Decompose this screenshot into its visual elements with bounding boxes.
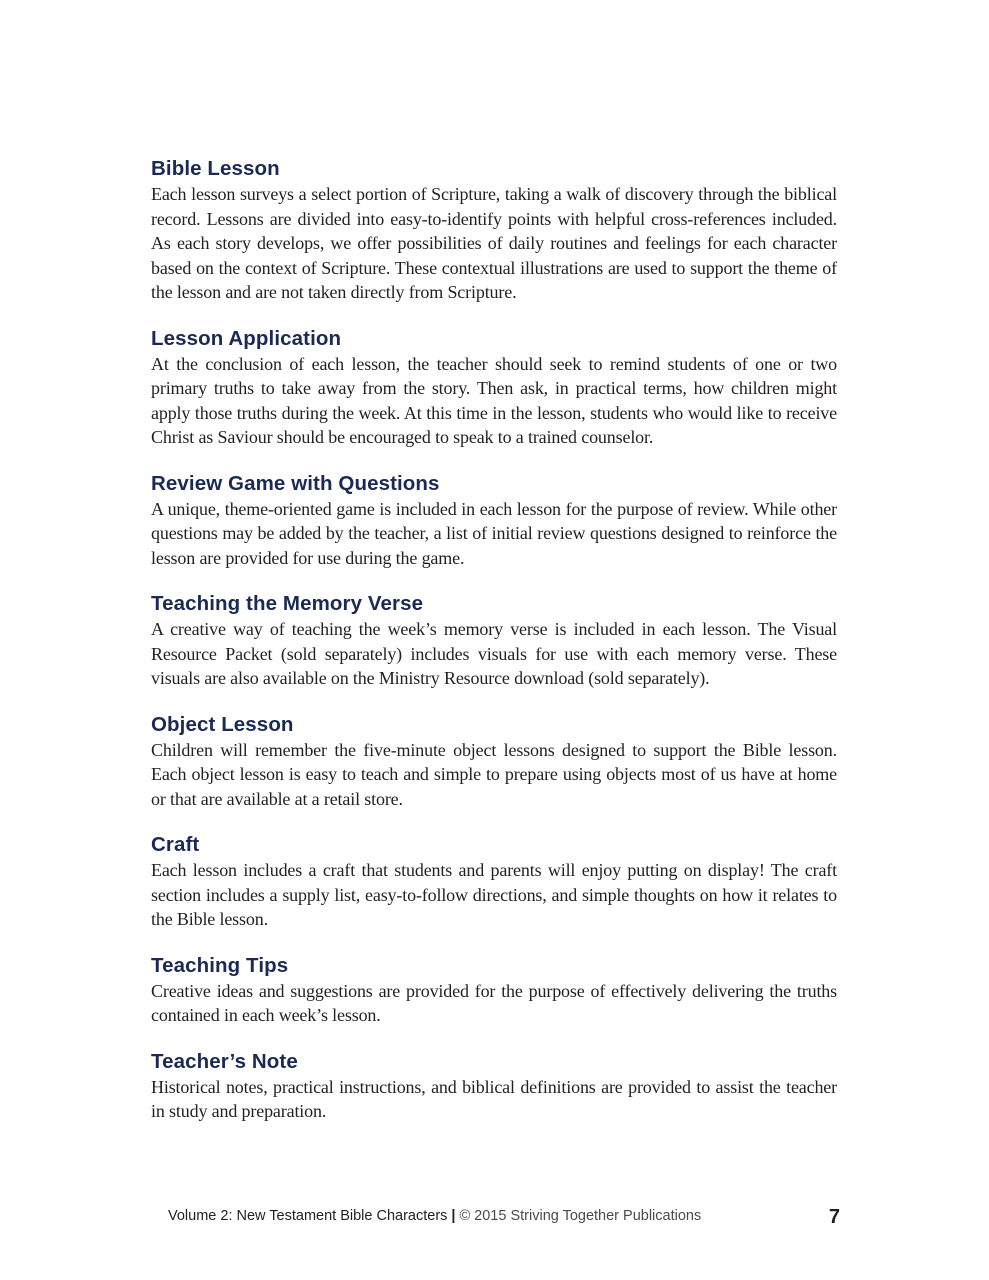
section-heading: Bible Lesson (151, 157, 280, 180)
page-number: 7 (828, 1206, 840, 1228)
section-memory-verse (151, 591, 837, 691)
section-heading: Object Lesson (151, 712, 294, 736)
content-column (151, 156, 837, 1145)
section-teaching-tips (151, 953, 837, 1028)
page-footer (168, 1208, 840, 1230)
section-bible-lesson (151, 156, 837, 305)
section-body: At the conclusion of each lesson, the teacher should seek to remind students of one or two primary truths to take away from the story. Then ask, in practical terms, how children might apply those truths during the week. At this time in the lesson, students who would like to receive Christ as Saviour should be encouraged to speak to a trained counselor. (151, 353, 837, 447)
section-heading: Lesson Application (151, 326, 342, 350)
copyright-text: © 2015 Striving Together Publications (459, 1208, 702, 1224)
section-heading: Teaching the Memory Verse (151, 592, 424, 615)
section-review-game (151, 471, 837, 571)
section-body: A unique, theme-oriented game is included in each lesson for the purpose of review. While other questions may be added by the teacher, a list of initial review questions designed to reinforce the lesson are provided for use during the game. (151, 498, 837, 568)
section-body: Each lesson surveys a select portion of Scripture, taking a walk of discovery through the biblical record. Lessons are divided into easy-to-identify points with helpful cross-references included. As each story develops, we offer possibilities of daily routines and feelings for each character based on the context of Scripture. These contextual illustrations are used to support the theme of the lesson and are not taken directly from Scripture. (151, 184, 837, 302)
section-heading: Craft (151, 833, 200, 856)
section-body: Children will remember the five-minute object lessons designed to support the Bible lesson. Each object lesson is easy to teach and simple to prepare using objects most of us have at home or that are available at a retail store. (151, 739, 837, 809)
section-heading: Review Game with Questions (151, 471, 440, 495)
book-title: Volume 2: New Testament Bible Characters (168, 1208, 448, 1224)
section-body: A creative way of teaching the week’s memory verse is included in each lesson. The Visual Resource Packet (sold separately) includes visuals for use with each memory verse. These visuals are also available on the Ministry Resource download (sold separately). (151, 619, 837, 688)
section-teachers-note (151, 1049, 837, 1124)
section-heading: Teaching Tips (151, 953, 289, 977)
footer-separator: | (451, 1208, 456, 1224)
section-object-lesson (151, 712, 837, 812)
section-lesson-application (151, 326, 837, 450)
section-craft (151, 832, 837, 932)
section-body: Creative ideas and suggestions are provided for the purpose of effectively delivering the truths contained in each week’s lesson. (151, 980, 837, 1025)
section-body: Each lesson includes a craft that students and parents will enjoy putting on display! The craft section includes a supply list, easy-to-follow directions, and simple thoughts on how it relates to the Bible lesson. (151, 860, 837, 929)
section-body: Historical notes, practical instructions, and biblical definitions are provided to assist the teacher in study and preparation. (151, 1076, 837, 1121)
section-heading: Teacher’s Note (151, 1049, 298, 1073)
footer-text (168, 1208, 701, 1224)
